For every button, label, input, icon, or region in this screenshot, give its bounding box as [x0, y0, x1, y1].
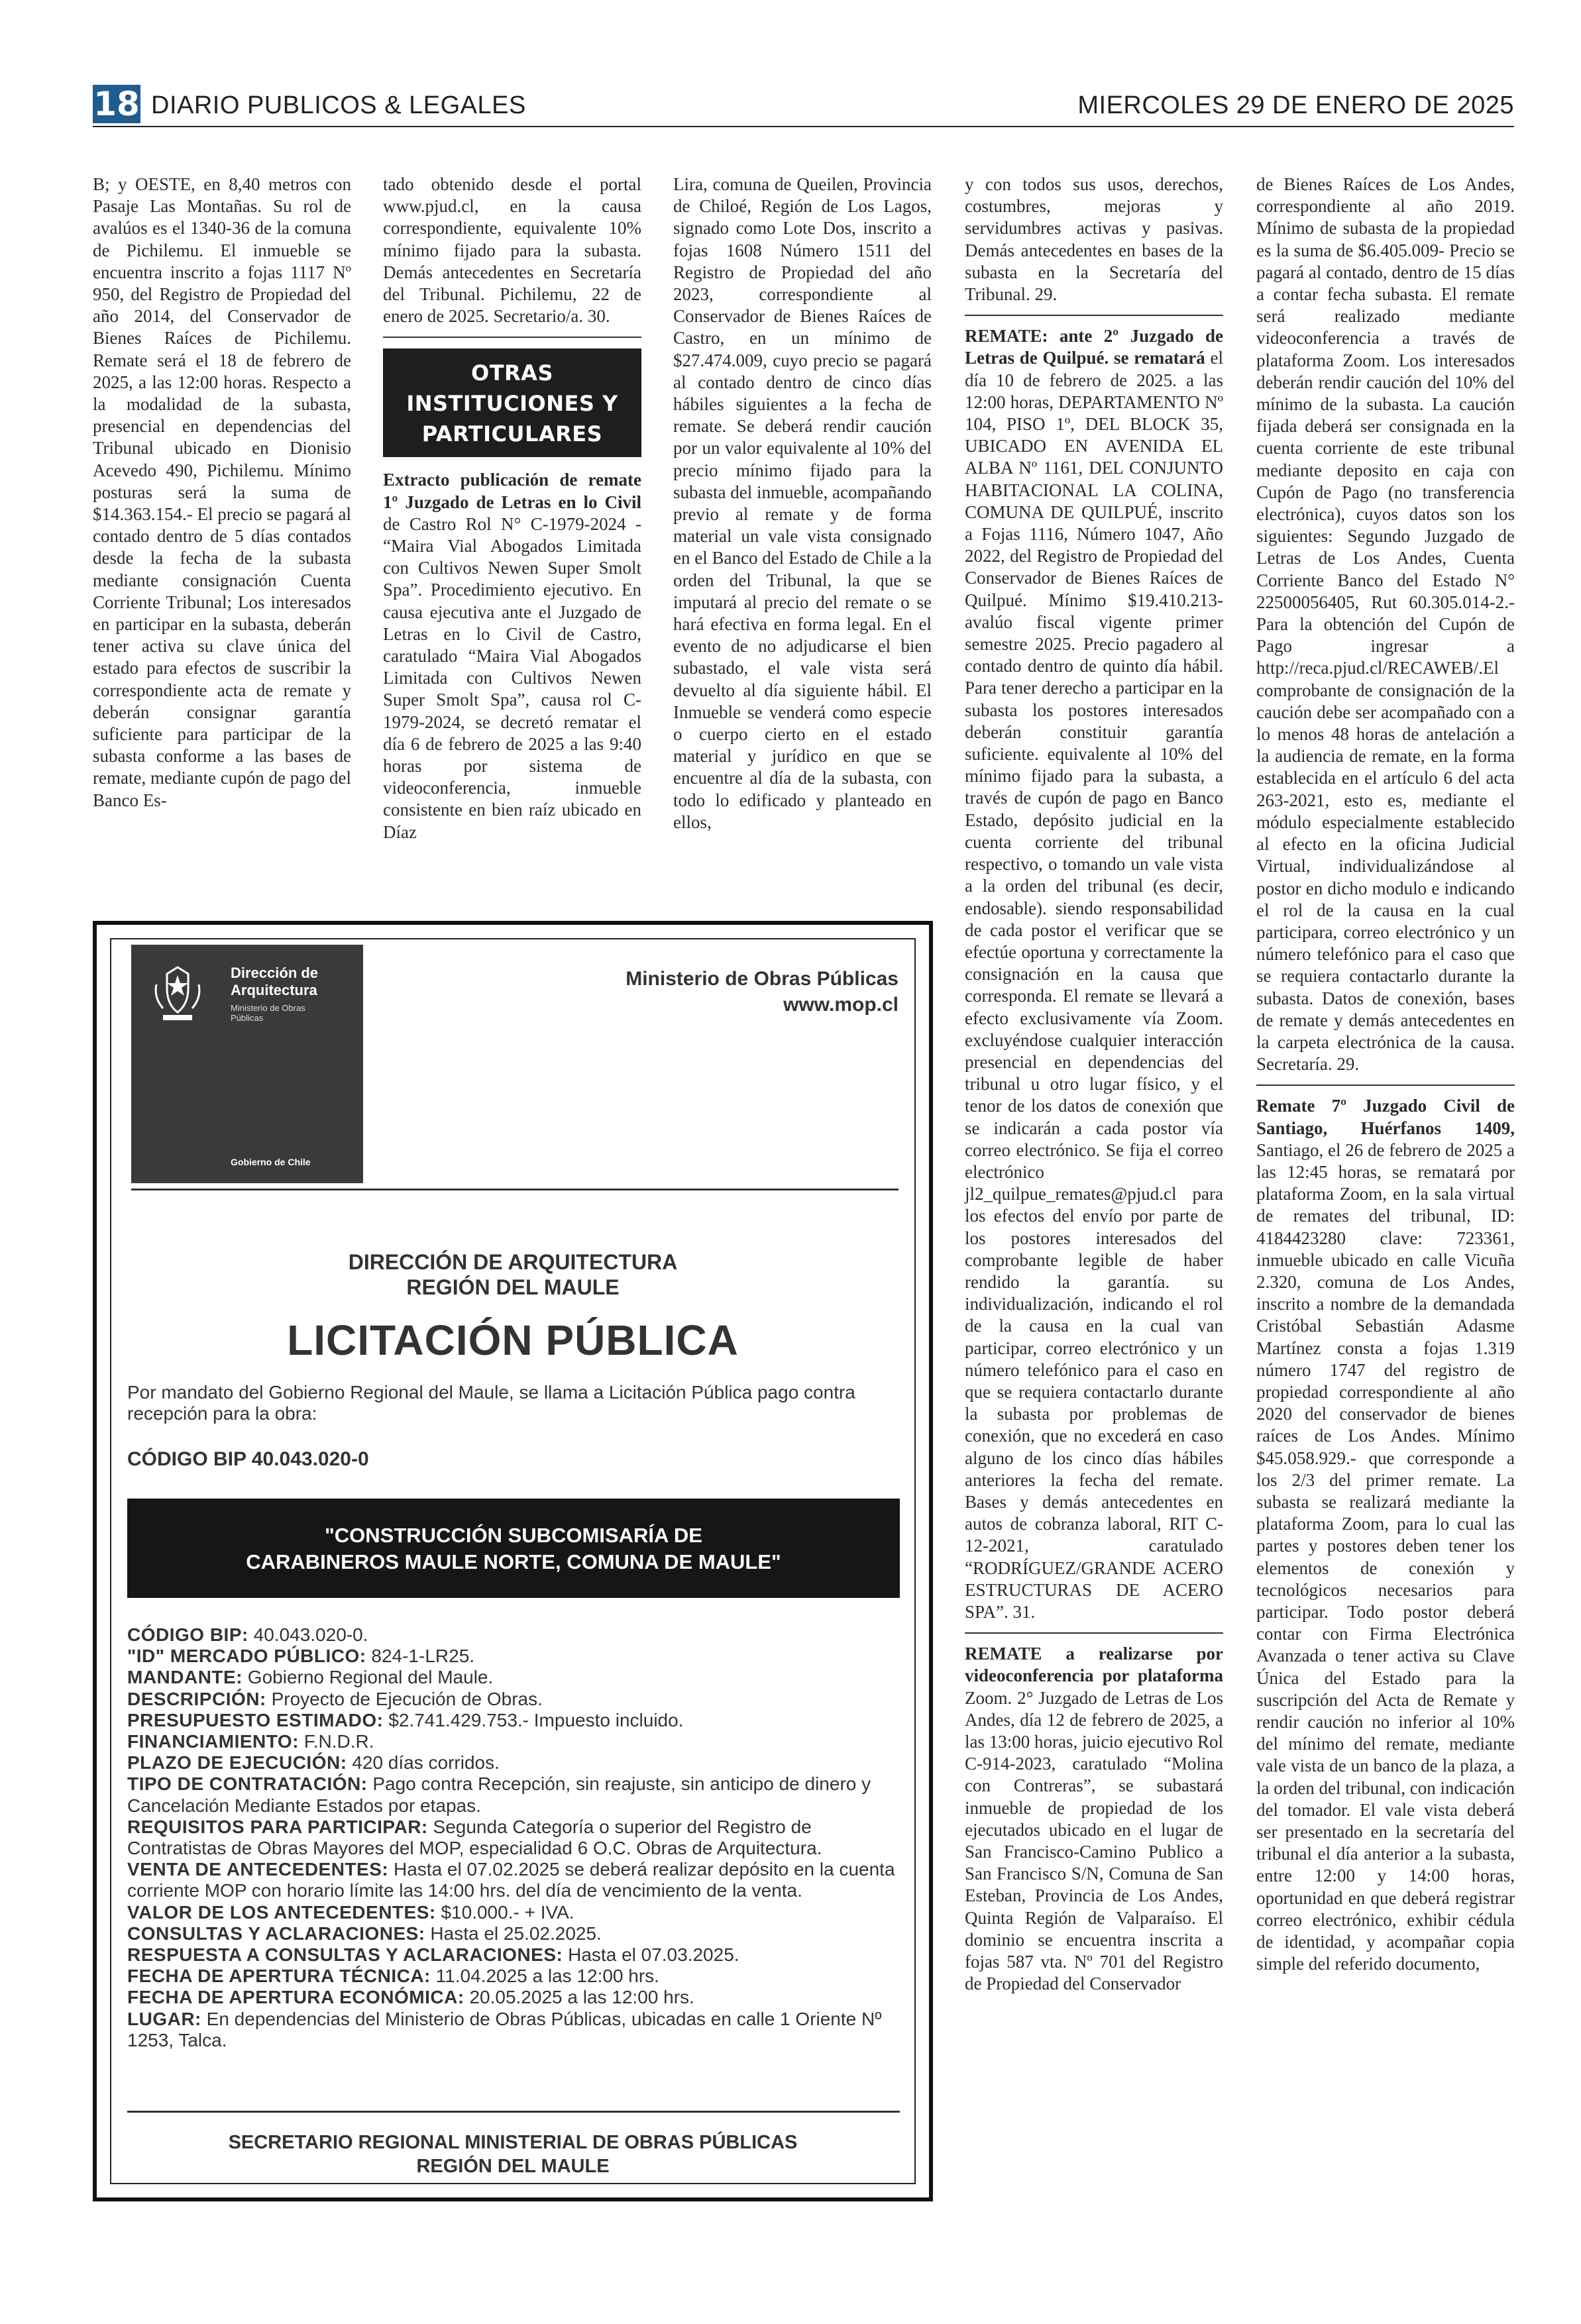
notice-heading: Remate 7º Juzgado Civil de Santiago, Huérfanos 1409, — [1256, 1096, 1515, 1138]
notice-body: Zoom. 2° Juzgado de Letras de Los Andes, día 12 de febrero de 2025, a las 13:00 horas, juicio ejecutivo Rol C-914-2023, caratulado “Molina con Contreras”, se subastará inmueble de propiedad de los ejecutados ubicado en el lugar de San Francisco-Camino Publico a San Francisco S/N, Comuna de San Esteban, Provincia de Los Andes, Quinta Región de Valparaíso. El dominio se encuentra inscrita a fojas 587 vta. Nº 701 del Registro de Propiedad del Conservador — [965, 1687, 1223, 1994]
notice-paragraph — [383, 469, 641, 843]
detail-row — [127, 1752, 900, 1773]
logo-title: Dirección de Arquitectura — [231, 965, 319, 998]
detail-label: "ID" MERCADO PÚBLICO: — [127, 1646, 366, 1667]
licitacion-advertisement — [93, 921, 933, 2201]
detail-row — [127, 1923, 900, 1944]
detail-row — [127, 1667, 900, 1688]
project-name-line: "CONSTRUCCIÓN SUBCOMISARÍA DE — [325, 1524, 702, 1547]
detail-row — [127, 1859, 900, 1901]
detail-value: Hasta el 07.02.2025 se deberá realizar depósito en la cuenta corriente MOP con horario límite las 14:00 hrs. del día de vencimiento de la venta. — [127, 1859, 895, 1901]
divider — [1256, 1084, 1515, 1086]
chile-coat-of-arms-icon — [151, 965, 204, 1024]
detail-value: Pago contra Recepción, sin reajuste, sin anticipo de dinero y Cancelación Mediante Estados por etapas. — [127, 1773, 871, 1816]
detail-row — [127, 1966, 900, 1987]
detail-label: MANDANTE: — [127, 1667, 243, 1688]
detail-label: PRESUPUESTO ESTIMADO: — [127, 1709, 384, 1730]
detail-label: LUGAR: — [127, 2008, 201, 2029]
secretario-region: REGIÓN DEL MAULE — [416, 2156, 610, 2177]
detail-row — [127, 1817, 900, 1859]
direction-name: DIRECCIÓN DE ARQUITECTURA — [348, 1250, 678, 1274]
detail-row — [127, 1624, 900, 1646]
detail-label: TIPO DE CONTRATACIÓN: — [127, 1773, 368, 1795]
notice-paragraph: y con todos sus usos, derechos, costumbres, mejoras y servidumbres activas y pasivas. Demás antecedentes en bases de la subasta en la Secretaría del Tribunal. 29. — [965, 174, 1223, 305]
detail-row — [127, 2009, 900, 2051]
detail-row — [127, 1773, 900, 1816]
notice-paragraph — [965, 325, 1223, 1623]
project-name — [127, 1522, 900, 1575]
column-4 — [965, 174, 1223, 1995]
ministry-url: www.mop.cl — [783, 994, 899, 1016]
detail-value: Gobierno Regional del Maule. — [243, 1667, 494, 1688]
detail-value: 420 días corridos. — [347, 1752, 500, 1773]
detail-row — [127, 1731, 900, 1752]
publication-name: DIARIO PUBLICOS & LEGALES — [151, 91, 526, 119]
ad-divider — [127, 2111, 900, 2113]
notice-paragraph: de Bienes Raíces de Los Andes, correspondiente al año 2019. Mínimo de subasta de la propiedad es la suma de $6.405.009- Precio se pagará al contado, dentro de 15 días a contar fecha subasta. El remate será realizado mediante videoconferencia a través de plataforma Zoom. Los interesados deberán rendir caución del 10% del mínimo de la subasta. La caución fijada deberá ser consignada en la cuenta corriente de este tribunal mediante deposito en caja con Cupón de Pago (no transferencia electrónica), cuyos datos son los siguientes: Segundo Juzgado de Letras de Los Andes, Cuenta Corriente Banco del Estado N° 22500056405, Rut 60.305.014-2.- Para la obtención del Cupón de Pago ingresar a http://reca.pjud.cl/RECAWEB/.El comprobante de consignación de la caución debe ser acompañado con a lo menos 48 horas de antelación a la audiencia de remate, en la forma establecida en el artículo 6 del acta 263-2021, esto es, mediante el módulo especialmente establecido al efecto en la oficina Judicial Virtual, individualizándose al postor en dicho modulo e indicando el rol de la causa en la cual participara, correo electrónico y un número telefónico para el caso que se requiera contactarlo durante la subasta. Datos de conexión, bases de remate y demás antecedentes en la carpeta electrónica de la causa. Secretaría. 29. — [1256, 174, 1515, 1075]
detail-value: Segunda Categoría o superior del Registro de Contratistas de Obras Mayores del MOP, especialidad 6 O.C. Obras de Arquitectura. — [127, 1816, 822, 1859]
detail-value: 20.05.2025 a las 12:00 hrs. — [464, 1987, 694, 2008]
publication-date: MIERCOLES 29 DE ENERO DE 2025 — [1077, 91, 1514, 119]
notice-body: de Castro Rol N° C-1979-2024 - “Maira Vial Abogados Limitada con Cultivos Newen Super Smolt Spa”. Procedimiento ejecutivo. En causa ejecutiva ante el Juzgado de Letras en lo Civil de Castro, caratulado “Maira Vial Abogados Limitada con Cultivos Newen Super Smolt Spa”, causa rol C-1979-2024, se decretó rematar el día 6 de febrero de 2025 a las 9:40 horas por sistema de videoconferencia, inmueble consistente en bien raíz ubicado en Díaz — [383, 513, 641, 842]
notice-paragraph: B; y OESTE, en 8,40 metros con Pasaje Las Montañas. Su rol de avalúos es el 1340-36 de la comuna de Pichilemu. El inmueble se encuentra inscrito a fojas 1117 Nº 950, del Registro de Propiedad del año 2014, del Conservador de Bienes Raíces de Pichilemu. Remate será el 18 de febrero de 2025, a las 12:00 horas. Respecto a la modalidad de la subasta, presencial en dependencias del Tribunal ubicado en Dionisio Acevedo 490, Pichilemu. Mínimo posturas será la suma de $14.363.154.- El precio se pagará al contado dentro de 5 días contados desde la fecha de la subasta mediante consignación Cuenta Corriente Tribunal; Los interesados en participar en la subasta, deberán tener activa su clave única del estado para efectos de suscribir la correspondiente acta de remate y deberán consignar garantía suficiente para participar de la subasta conforme a las bases de remate, mediante cupón de pago del Banco Es- — [93, 174, 351, 810]
logo-government: Gobierno de Chile — [231, 1157, 311, 1167]
section-title: OTRAS INSTITUCIONES Y PARTICULARES — [383, 348, 641, 457]
detail-value: 824-1-LR25. — [366, 1646, 475, 1667]
column-2 — [383, 174, 641, 843]
notice-paragraph: tado obtenido desde el portal www.pjud.cl, en la causa correspondiente, equivalente 10% mínimo fijado para la subasta. Demás antecedentes en Secretaría del Tribunal. Pichilemu, 22 de enero de 2025. Secretario/a. 30. — [383, 174, 641, 327]
detail-label: FECHA DE APERTURA TÉCNICA: — [127, 1966, 431, 1987]
detail-value: Hasta el 25.02.2025. — [425, 1923, 602, 1944]
ministry-name: Ministerio de Obras Públicas — [626, 968, 899, 990]
ad-title: LICITACIÓN PÚBLICA — [287, 1316, 739, 1364]
ad-divider — [131, 1188, 899, 1190]
notice-paragraph — [1256, 1095, 1515, 1975]
detail-label: VENTA DE ANTECEDENTES: — [127, 1859, 389, 1880]
header-rule — [93, 126, 1514, 127]
detail-label: VALOR DE LOS ANTECEDENTES: — [127, 1901, 436, 1923]
project-name-line: CARABINEROS MAULE NORTE, COMUNA DE MAULE" — [246, 1550, 781, 1573]
page-number: 18 — [93, 85, 140, 123]
detail-row — [127, 1944, 900, 1966]
detail-row — [127, 1646, 900, 1667]
arquitectura-logo — [131, 945, 363, 1183]
detail-value: 40.043.020-0. — [248, 1624, 368, 1645]
detail-label: DESCRIPCIÓN: — [127, 1688, 266, 1709]
notice-heading: Extracto publicación de remate 1º Juzgado de Letras en lo Civil — [383, 470, 641, 512]
notice-heading: REMATE a realizarse por videoconferencia por plataforma — [965, 1644, 1223, 1686]
notice-paragraph: Lira, comuna de Queilen, Provincia de Chiloé, Región de Los Lagos, signado como Lote Dos, inscrito a fojas 1608 Número 1511 del Registro de Propiedad del año 2023, correspondiente al Conservador de Bienes Raíces de Castro, en un mínimo de $27.474.009, cuyo precio se pagará al contado dentro de cinco días hábiles siguientes a la fecha de remate. Se deberá rendir caución por un valor equivalente al 10% del precio mínimo fijado para la subasta del inmueble, acompañando previo al remate y de forma material un vale vista consignado en el Banco del Estado de Chile a la orden del Tribunal, la que se imputará al precio del remate o se hará efectiva en forma legal. En el evento de no adjudicarse el bien subastado, el vale vista será devuelto al día siguiente hábil. El Inmueble se venderá como especie o cuerpo cierto en el estado material y jurídico en que se encuentre al día de la subasta, con todo lo edificado y planteado en ellos, — [673, 174, 932, 832]
detail-row — [127, 1902, 900, 1923]
detail-label: FECHA DE APERTURA ECONÓMICA: — [127, 1987, 464, 2008]
column-5 — [1256, 174, 1515, 1975]
column-1 — [93, 174, 351, 812]
ad-direction — [97, 1249, 929, 1300]
detail-value: F.N.D.R. — [298, 1731, 374, 1752]
detail-value: Hasta el 07.03.2025. — [563, 1944, 739, 1966]
detail-row — [127, 1710, 900, 1731]
ad-intro: Por mandato del Gobierno Regional del Maule, se llama a Licitación Pública pago contra recepción para la obra: — [127, 1382, 855, 1424]
project-banner — [127, 1499, 900, 1598]
divider — [965, 315, 1223, 316]
logo-subtitle: Ministerio de Obras Públicas — [231, 1003, 305, 1023]
detail-row — [127, 1987, 900, 2008]
detail-label: REQUISITOS PARA PARTICIPAR: — [127, 1816, 428, 1837]
detail-row — [127, 1689, 900, 1710]
region-name: REGIÓN DEL MAULE — [406, 1275, 620, 1299]
notice-body: Santiago, el 26 de febrero de 2025 a las 12:45 horas, se rematará por plataforma Zoom, en la sala virtual de remates del tribunal, ID: 4184423280 clave: 723361, inmueble ubicado en calle Vicuña 2.320, comuna de Los Andes, inscrito a nombre de la demandada Cristóbal Sebastián Adasme Martínez consta a fojas 1.319 número 1747 del registro de propiedad correspondiente al año 2020 del conservador de bienes raíces de Los Andes. Mínimo $45.058.929.- que corresponde a los 2/3 del primer remate. La subasta se realizará mediante la plataforma Zoom, para lo cual las partes y postores deben tener los elementos de conexión y tecnológicos necesarios para participar. Todo postor deberá contar con Firma Electrónica Avanzada o tener activa su Clave Única del Estado para la suscripción del Acta de Remate y rendir caución no inferior al 10% del mínimo del remate, mediante vale vista de un banco de la plaza, a la orden del tribunal, con indicación del tomador. El vale vista deberá ser presentado en la secretaría del tribunal el día anterior a la subasta, entre 12:00 y 14:00 horas, oportunidad en que deberá registrar correo electrónico, exhibir cédula de identidad, y acompañar copia simple del referido documento, — [1256, 1139, 1515, 1974]
detail-value: En dependencias del Ministerio de Obras Públicas, ubicadas en calle 1 Oriente Nº 1253, Talca. — [127, 2008, 882, 2050]
bip-code: CÓDIGO BIP 40.043.020-0 — [127, 1448, 369, 1470]
detail-label: PLAZO DE EJECUCIÓN: — [127, 1752, 347, 1773]
secretario-title: SECRETARIO REGIONAL MINISTERIAL DE OBRAS PÚBLICAS — [228, 2132, 798, 2153]
column-3 — [673, 174, 932, 833]
page-header — [93, 85, 1514, 125]
ad-signature — [97, 2131, 929, 2178]
ad-details — [127, 1624, 900, 2051]
detail-label: CONSULTAS Y ACLARACIONES: — [127, 1923, 425, 1944]
detail-label: FINANCIAMIENTO: — [127, 1731, 299, 1752]
detail-value: Proyecto de Ejecución de Obras. — [266, 1688, 543, 1709]
divider — [965, 1632, 1223, 1634]
detail-value: $2.741.429.753.- Impuesto incluido. — [383, 1709, 684, 1730]
divider — [383, 337, 641, 338]
detail-label: CÓDIGO BIP: — [127, 1624, 248, 1645]
notice-heading: REMATE: ante 2º Juzgado de Letras de Quilpué. se rematará — [965, 326, 1223, 368]
notice-body: el día 10 de febrero de 2025. a las 12:00 horas, DEPARTAMENTO Nº 104, PISO 1º, DEL BLOCK 35, UBICADO EN AVENIDA EL ALBA Nº 1161, DEL CONJUNTO HABITACIONAL LA COLINA, COMUNA DE QUILPUÉ, inscrito a Fojas 1116, Número 1047, Año 2022, del Registro de Propiedad del Conservador de Bienes Raíces de Quilpué. Mínimo $19.410.213- avalúo fiscal vigente primer semestre 2025. Precio pagadero al contado dentro de quinto día hábil. Para tener derecho a participar en la subasta los postores interesados deberán constituir garantía suficiente. equivalente al 10% del mínimo fijado para la subasta, a través de cupón de pago en Banco Estado, depósito judicial en la cuenta corriente del tribunal respectivo, o tomando un vale vista a la orden del tribunal (es decir, endosable). siendo responsabilidad de cada postor el verificar que se efectúe oportuna y correctamente la consignación en la causa que corresponda. El remate se llevará a efecto exclusivamente vía Zoom. excluyéndose cualquier interacción presencial en dependencias del tribunal u otro lugar físico, y el tenor de los datos de conexión que se indicarán a cada postor vía correo electrónico. Se fija el correo electrónico jl2_quilpue_remates@pjud.cl para los efectos del envío por parte de los postores interesados del comprobante legible de haber rendido la garantía. su individualización, indicando el rol de la causa en la cual van participar, correo electrónico y un número telefónico para el caso en que se requiera contactarlo durante la subasta por problemas de conexión, que no excederá en caso alguno de los cinco días hábiles anteriores la fecha del remate. Bases y demás antecedentes en autos de cobranza laboral, RIT C-12-2021, caratulado “RODRÍGUEZ/GRANDE ACERO ESTRUCTURAS DE ACERO SPA”. 31. — [965, 348, 1223, 1622]
detail-value: $10.000.- + IVA. — [435, 1901, 574, 1923]
detail-value: 11.04.2025 a las 12:00 hrs. — [430, 1966, 659, 1987]
detail-label: RESPUESTA A CONSULTAS Y ACLARACIONES: — [127, 1944, 563, 1966]
notice-paragraph — [965, 1643, 1223, 1995]
